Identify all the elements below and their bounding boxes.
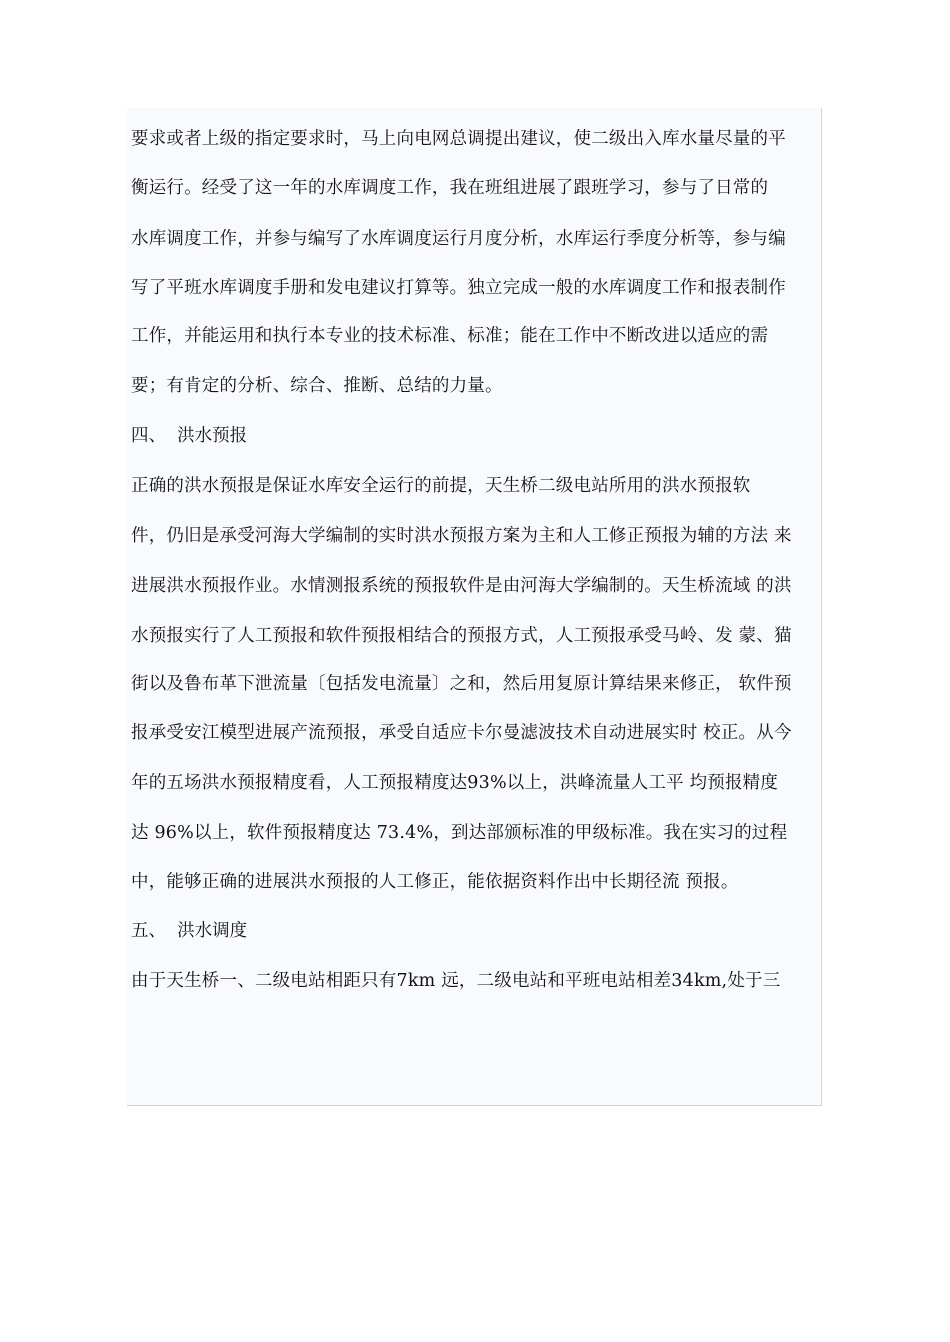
paragraph-2-line-5: 街以及鲁布革下泄流量〔包括发电流量〕之和，然后用复原计算结果来修正， 软件预 xyxy=(131,674,792,694)
paragraph-2-line-8: 达 96%以上，软件预报精度达 73.4%，到达部颁标准的甲级标准。我在实习的过程 xyxy=(131,823,788,843)
section-heading-flood-forecast: 四、 洪水预报 xyxy=(131,426,248,446)
paragraph-2-line-6: 报承受安江模型进展产流预报，承受自适应卡尔曼滤波技术自动进展实时 校正。从今 xyxy=(131,723,792,743)
paragraph-1-line-1: 要求或者上级的指定要求时，马上向电网总调提出建议，使二级出入库水量尽量的平 xyxy=(131,129,786,149)
paragraph-1-line-6: 要；有肯定的分析、综合、推断、总结的力量。 xyxy=(131,376,503,396)
paragraph-1-line-3: 水库调度工作，并参与编写了水库调度运行月度分析，水库运行季度分析等，参与编 xyxy=(131,229,786,249)
paragraph-2-line-2: 件，仍旧是承受河海大学编制的实时洪水预报方案为主和人工修正预报为辅的方法 来 xyxy=(131,526,792,546)
paragraph-1-line-4: 写了平班水库调度手册和发电建议打算等。独立完成一般的水库调度工作和报表制作 xyxy=(131,278,786,298)
paragraph-2-line-7: 年的五场洪水预报精度看，人工预报精度达93%以上，洪峰流量人工平 均预报精度 xyxy=(131,773,779,793)
section-heading-flood-dispatch: 五、 洪水调度 xyxy=(131,921,248,941)
paragraph-2-line-4: 水预报实行了人工预报和软件预报相结合的预报方式，人工预报承受马岭、发 蒙、猫 xyxy=(131,626,792,646)
paragraph-1-line-2: 衡运行。经受了这一年的水库调度工作，我在班组进展了跟班学习，参与了日常的 xyxy=(131,178,769,198)
paragraph-2-line-1: 正确的洪水预报是保证水库安全运行的前提，天生桥二级电站所用的洪水预报软 xyxy=(131,476,751,496)
paragraph-1-line-5: 工作，并能运用和执行本专业的技术标准、标准；能在工作中不断改进以适应的需 xyxy=(131,326,769,346)
paragraph-2-line-9: 中，能够正确的进展洪水预报的人工修正，能依据资料作出中长期径流 预报。 xyxy=(131,872,739,892)
paragraph-3-line-1: 由于天生桥一、二级电站相距只有7km 远，二级电站和平班电站相差34km,处于三 xyxy=(131,971,781,991)
paragraph-2-line-3: 进展洪水预报作业。水情测报系统的预报软件是由河海大学编制的。天生桥流域 的洪 xyxy=(131,576,792,596)
page-content-area xyxy=(127,108,822,1106)
